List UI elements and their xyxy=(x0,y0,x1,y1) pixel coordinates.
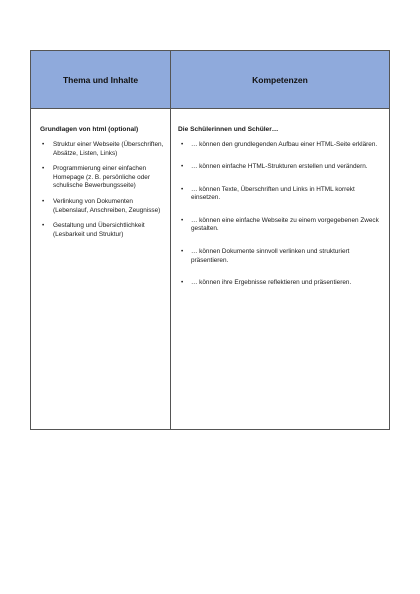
competencies-cell xyxy=(171,109,389,430)
list-item: • … können Dokumente sinnvoll verlinken und strukturiert präsentieren. xyxy=(178,248,383,266)
topics-cell xyxy=(31,109,171,430)
table-header-row xyxy=(31,51,389,109)
list-item: • Verlinkung von Dokumenten (Lebenslauf, Anschreiben, Zeugnisse) xyxy=(40,198,164,215)
competencies-heading: Die Schülerinnen und Schüler… xyxy=(178,126,279,133)
list-item: • … können eine einfache Webseite zu einem vorgegebenen Zweck gestalten. xyxy=(178,217,383,235)
list-item: • Programmierung einer einfachen Homepage (z. B. persönliche oder schulische Bewerbungsseite) xyxy=(40,165,164,191)
list-item: • Struktur einer Webseite (Überschriften, Absätze, Listen, Links) xyxy=(40,141,164,158)
table-body-row xyxy=(31,109,389,430)
list-item: • … können den grundlegenden Aufbau einer HTML-Seite erklären. xyxy=(178,141,383,150)
list-item: • … können einfache HTML-Strukturen erstellen und verändern. xyxy=(178,163,383,172)
header-competencies: Kompetenzen xyxy=(252,74,308,85)
competencies-list xyxy=(178,141,383,288)
list-item: • … können ihre Ergebnisse reflektieren und präsentieren. xyxy=(178,279,383,288)
curriculum-table xyxy=(30,50,390,430)
list-item: • … können Texte, Überschriften und Links in HTML korrekt einsetzen. xyxy=(178,186,383,204)
topics-heading: Grundlagen von html (optional) xyxy=(40,126,139,133)
header-topics: Thema und Inhalte xyxy=(31,51,171,108)
topics-list xyxy=(40,141,164,239)
list-item: • Gestaltung und Übersichtlichkeit (Lesbarkeit und Struktur) xyxy=(40,222,164,239)
